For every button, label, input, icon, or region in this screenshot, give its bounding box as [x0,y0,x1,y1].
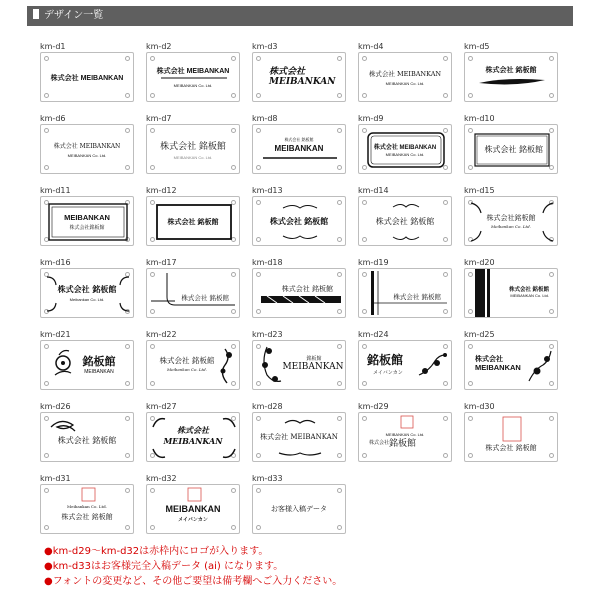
nameplate-preview [464,412,558,462]
rule-line [147,53,240,102]
design-code: km-d3 [252,42,278,51]
design-card-km-d17[interactable] [146,258,240,328]
design-card-km-d2[interactable] [146,42,240,112]
design-code: km-d22 [146,330,177,339]
plate-text: 株式会社 銘板館 [61,513,113,521]
header-marker [33,9,39,19]
design-code: km-d10 [464,114,495,123]
nameplate-preview [358,124,452,174]
nameplate-preview [146,124,240,174]
design-code: km-d2 [146,42,172,51]
design-code: km-d27 [146,402,177,411]
design-code: km-d26 [40,402,71,411]
plate-text: 株式会社 銘板館 [159,356,215,365]
note-font-request: ●フォントの変更など、その他ご要望は備考欄へご入力ください。 [44,576,343,587]
rule-line [253,125,346,174]
design-code: km-d19 [358,258,389,267]
plate-subtext: Meibankan Co. Ltd. [69,297,105,302]
plate-text: 株式会社 銘板館 [160,142,226,152]
nameplate-preview [358,340,452,390]
plate-subtext: メイバンカン [178,517,208,523]
nameplate-preview [252,196,346,246]
design-card-km-d5[interactable] [464,42,558,112]
nameplate-preview [252,340,346,390]
plate-subtext: MEIBANKAN Co. Ltd. [173,83,213,88]
nameplate-preview [40,412,134,462]
nameplate-preview [464,196,558,246]
plate-text: 株式会社 MEIBANKAN [156,68,230,75]
plate-subtext: 株式会社 銘板館 [284,137,314,142]
nameplate-preview [464,52,558,102]
design-code: km-d16 [40,258,71,267]
design-code: km-d4 [358,42,384,51]
design-card-km-d29[interactable] [358,402,452,472]
plate-subtext: MEIBANKAN Co. Ltd. [510,293,549,298]
design-code: km-d28 [252,402,283,411]
plate-text: MEIBANKAN [165,504,221,514]
plate-subtext: 銘板館 [306,356,322,362]
design-code: km-d12 [146,186,177,195]
design-card-km-d22[interactable] [146,330,240,400]
plate-text: お客様入稿データ [271,505,327,513]
nameplate-preview [358,412,452,462]
section-header [27,6,573,26]
design-card-km-d23[interactable] [252,330,346,400]
design-card-km-d11[interactable] [40,186,134,256]
design-code: km-d5 [464,42,490,51]
plate-subtext: MEIBANKAN [84,369,114,375]
logo-placeholder-box [41,485,134,534]
plate-text: 株式会社 MEIBANKAN [260,433,338,441]
design-card-km-d13[interactable] [252,186,346,256]
plate-text: 株式会社 銘板館 [57,436,117,445]
nameplate-preview [146,412,240,462]
design-card-km-d32[interactable] [146,474,240,544]
design-card-km-d12[interactable] [146,186,240,256]
nameplate-preview [358,196,452,246]
plate-text: 株式会社銘板館 [486,214,536,222]
design-code: km-d14 [358,186,389,195]
design-code: km-d11 [40,186,71,195]
design-card-km-d30[interactable] [464,402,558,472]
plate-subtext: メイバンカン [373,370,403,376]
plate-text: 株式会社 銘板館 [375,217,435,226]
design-card-km-d3[interactable] [252,42,346,112]
plate-text: 株式会社 銘板館 [181,294,229,302]
design-code: km-d33 [252,474,283,483]
design-code: km-d13 [252,186,283,195]
design-card-km-d31[interactable] [40,474,134,544]
section-title: デザイン一覧 [44,10,104,21]
plate-text: MEIBANKAN [163,436,223,446]
nameplate-preview [464,124,558,174]
design-card-km-d25[interactable] [464,330,558,400]
design-card-km-d4[interactable] [358,42,452,112]
nameplate-preview [146,268,240,318]
design-code: km-d18 [252,258,283,267]
design-card-km-d9[interactable] [358,114,452,184]
design-code: km-d8 [252,114,278,123]
nameplate-preview [358,268,452,318]
nameplate-preview [464,340,558,390]
design-card-km-d19[interactable] [358,258,452,328]
design-code: km-d20 [464,258,495,267]
nameplate-preview [146,340,240,390]
plate-text: 株式会社 銘板館 [485,67,537,74]
plate-text: 株式会社 MEIBANKAN [50,75,124,82]
design-card-km-d6[interactable] [40,114,134,184]
plate-subtext: MEIBANKAN Co. Ltd. [67,153,107,158]
zigzag-band-icon [253,269,346,318]
design-card-km-d26[interactable] [40,402,134,472]
plate-text: 株式会社 銘板館 [484,145,543,154]
plate-text: 株式会社 銘板館 [281,285,333,293]
design-code: km-d24 [358,330,389,339]
design-card-km-d21[interactable] [40,330,134,400]
logo-placeholder-box [465,413,558,462]
design-card-km-d33[interactable] [252,474,346,544]
nameplate-preview [146,52,240,102]
note-custom-data: ●km-d33はお客様完全入稿データ (ai) になります。 [44,561,284,572]
plate-subtext: Meibankan Co. Ltd. [167,367,207,372]
nameplate-preview [252,484,346,534]
design-card-km-d10[interactable] [464,114,558,184]
design-card-km-d16[interactable] [40,258,134,328]
design-code: km-d6 [40,114,66,123]
plate-text: 株式会社 銘板館 [167,219,219,226]
plate-subtext: MEIBANKAN Co. Ltd. [385,152,425,157]
plate-text: MEIBANKAN [64,213,110,222]
plate-text: 株式会社 銘板館 [485,444,537,452]
plate-text: 株式会社 MEIBANKAN [373,145,437,151]
notes-list [44,544,342,589]
nameplate-preview [40,196,134,246]
design-card-km-d18[interactable] [252,258,346,328]
plate-subtext: MEIBANKAN Co. Ltd. [385,432,425,437]
plate-text: 銘板館 [389,439,417,449]
plate-text: MEIBANKAN [274,144,324,153]
design-code: km-d32 [146,474,177,483]
plate-text: 株式会社 [475,356,503,363]
nameplate-preview [40,484,134,534]
plate-text: 株式会社 銘板館 [57,284,117,294]
plate-text: MEIBANKAN [282,362,344,372]
design-code: km-d17 [146,258,177,267]
plate-text: 株式会社 銘板館 [508,287,549,293]
design-code: km-d25 [464,330,495,339]
plate-text: 株式会社 MEIBANKAN [53,143,121,150]
plate-subtext: Meibankan Co. Ltd. [491,224,531,229]
plate-subtext: Meibankan Co. Ltd. [67,504,107,509]
design-code: km-d7 [146,114,172,123]
design-code: km-d1 [40,42,66,51]
plate-text: 銘板館 [82,355,116,368]
design-card-km-d1[interactable] [40,42,134,112]
plate-text: 銘板館 [367,353,404,367]
design-card-km-d7[interactable] [146,114,240,184]
nameplate-preview [464,268,558,318]
design-card-km-d15[interactable] [464,186,558,256]
nameplate-preview [40,268,134,318]
design-code: km-d9 [358,114,384,123]
design-code: km-d21 [40,330,71,339]
design-card-km-d8[interactable] [252,114,346,184]
plate-subtext: 株式会社銘板館 [69,225,105,231]
plate-subtext: MEIBANKAN Co. Ltd. [385,81,425,86]
plate-text: 株式会社 [369,440,390,446]
brush-stroke-icon [465,53,558,102]
plate-subtext: MEIBANKAN Co. Ltd. [173,155,213,160]
design-code: km-d23 [252,330,283,339]
note-logo: ●km-d29～km-d32は赤枠内にロゴが入ります。 [44,546,269,557]
design-card-km-d20[interactable] [464,258,558,328]
plate-text: MEIBANKAN [475,363,521,372]
nameplate-preview [358,52,452,102]
design-card-km-d24[interactable] [358,330,452,400]
design-card-km-d28[interactable] [252,402,346,472]
plate-text: 株式会社 [177,425,209,435]
nameplate-preview [252,268,346,318]
nameplate-preview [252,412,346,462]
nameplate-preview [40,124,134,174]
nameplate-preview [40,52,134,102]
nameplate-preview [252,124,346,174]
plate-text: 株式会社 MEIBANKAN [368,70,442,78]
plate-text: 株式会社 [269,67,306,77]
design-card-km-d14[interactable] [358,186,452,256]
nameplate-preview [146,196,240,246]
design-code: km-d15 [464,186,495,195]
design-code: km-d30 [464,402,495,411]
design-card-km-d27[interactable] [146,402,240,472]
design-code: km-d29 [358,402,389,411]
nameplate-preview [252,52,346,102]
nameplate-preview [40,340,134,390]
nameplate-preview [146,484,240,534]
plate-text: 株式会社 銘板館 [393,293,441,301]
plate-text: 株式会社 銘板館 [269,217,329,226]
design-code: km-d31 [40,474,71,483]
plate-text: MEIBANKAN [269,77,336,87]
